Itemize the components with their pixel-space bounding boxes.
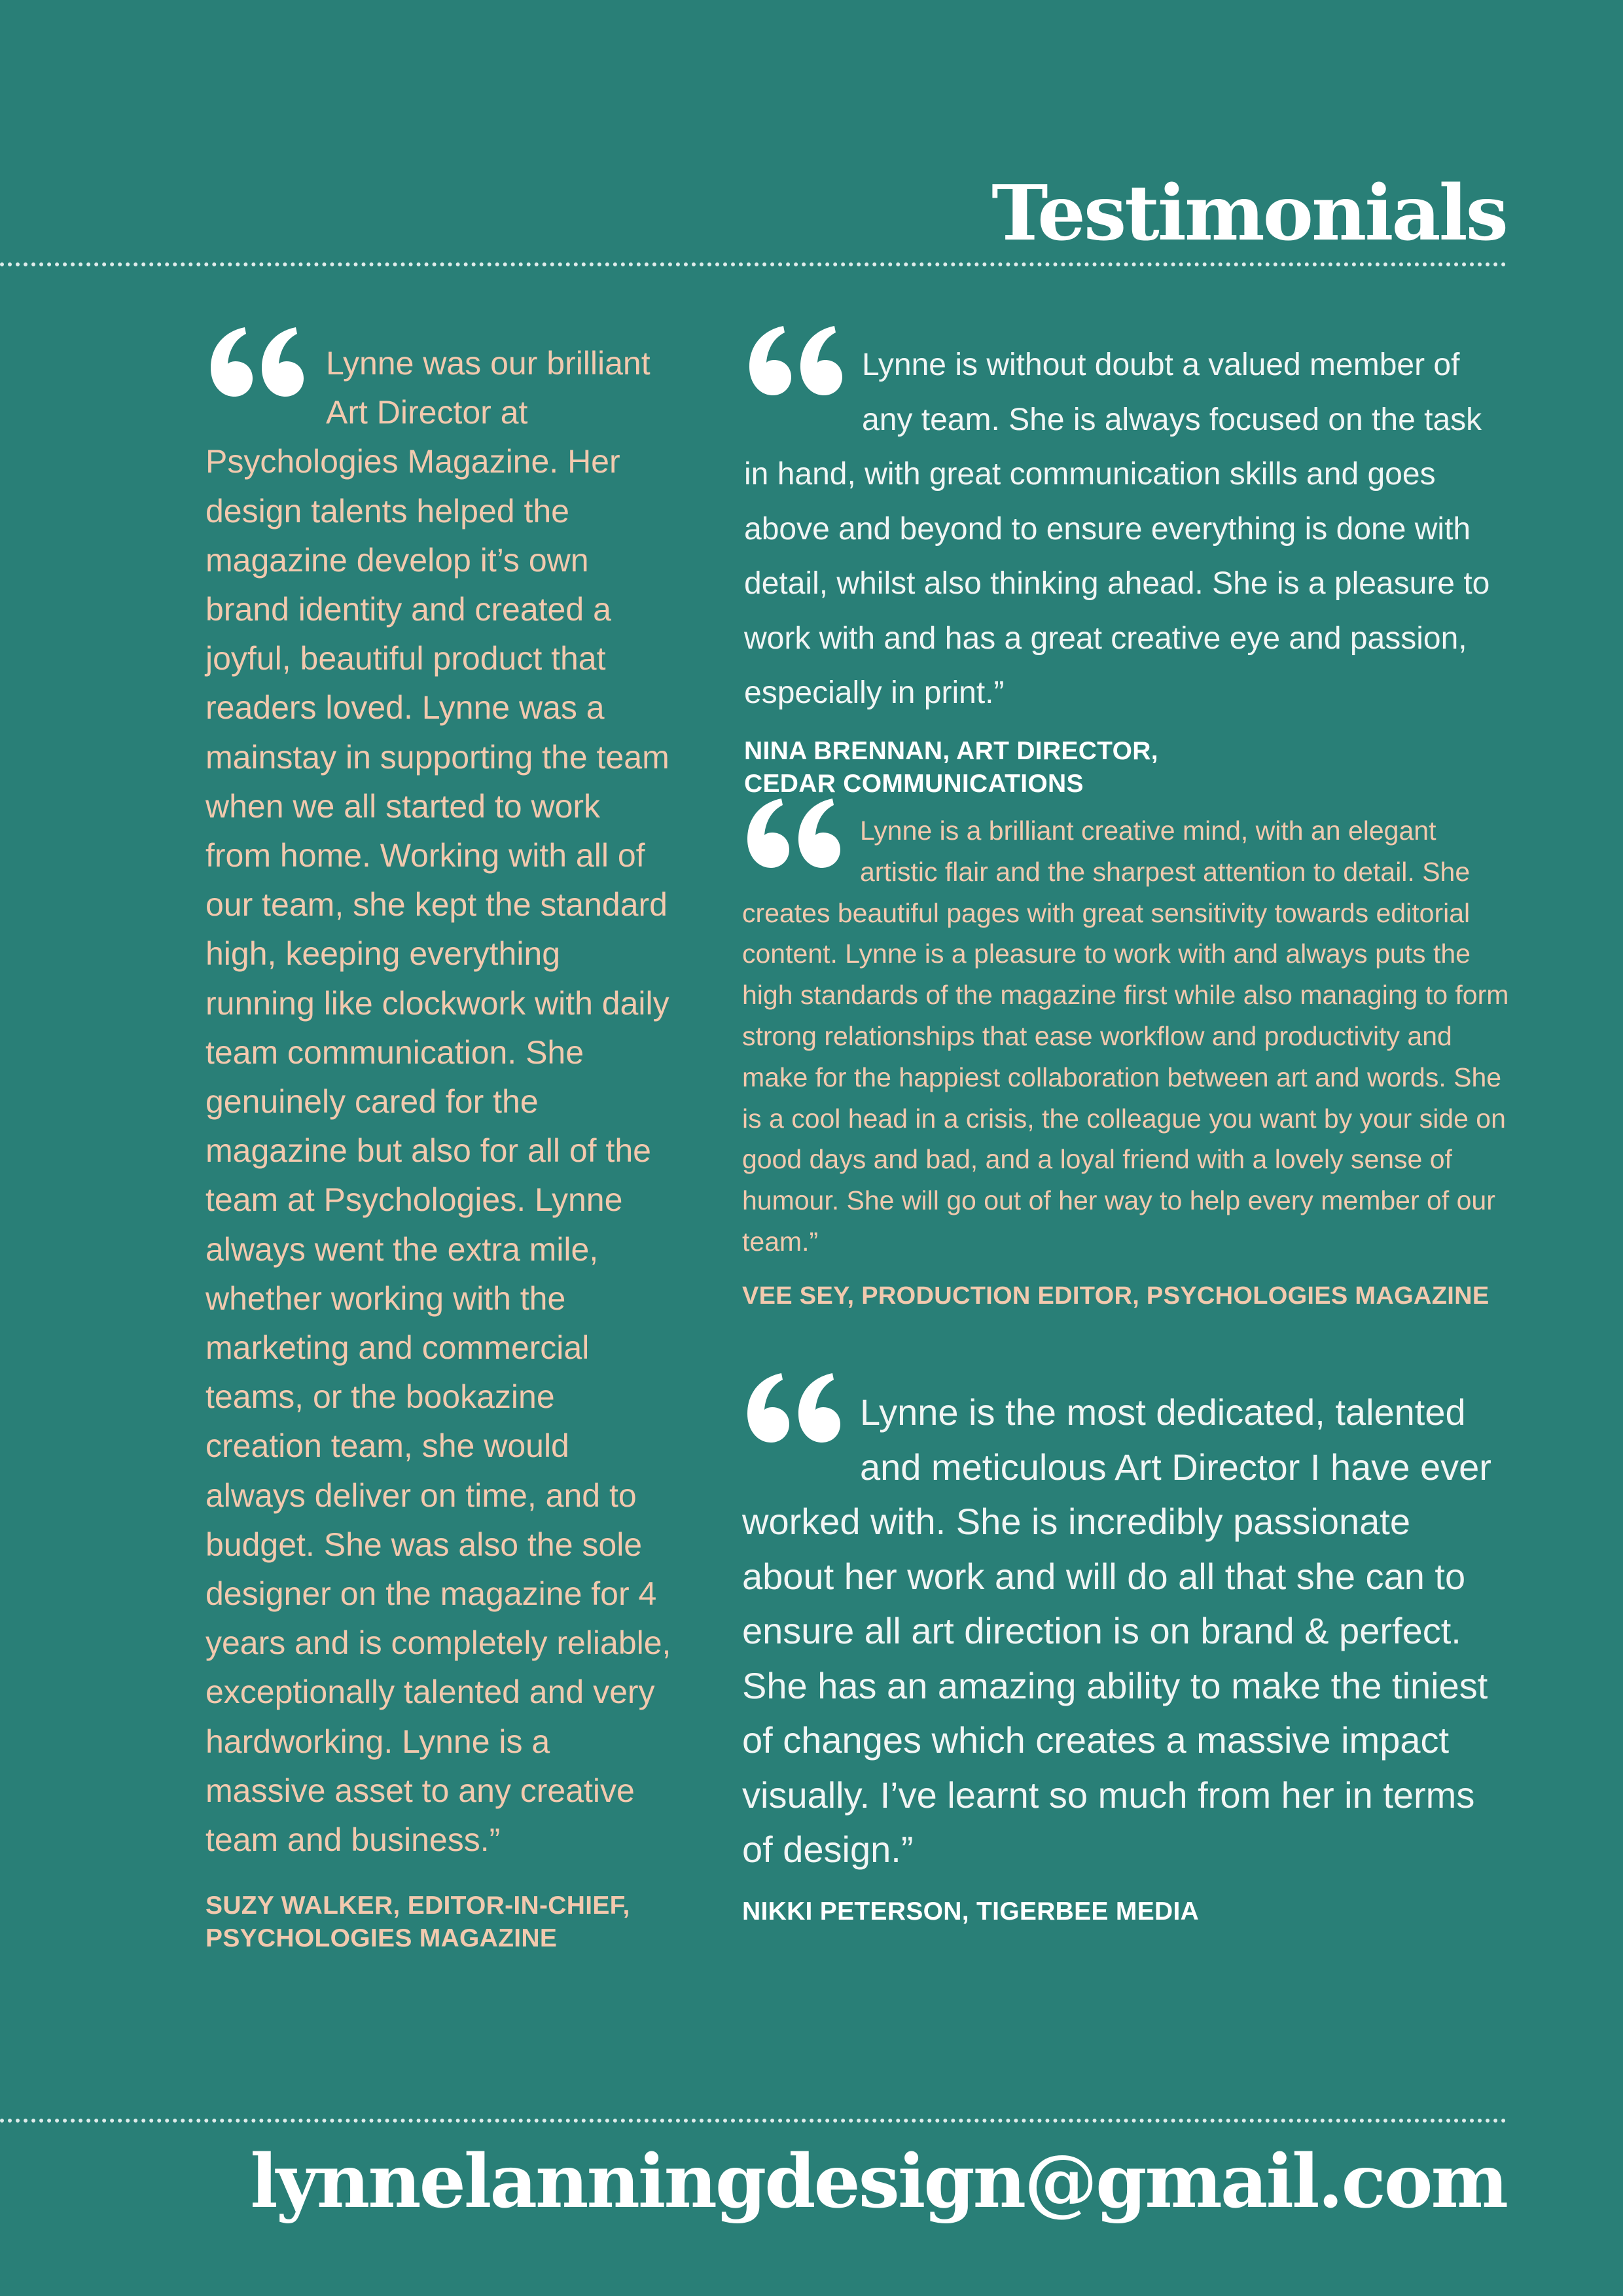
testimonial-quote: Lynne is without doubt a valued member of any team. She is always focused on the task in hand, with great communication skills and goes above and beyond to ensure everything is done with detail, whilst also thinking ahead. She is a pleasure to work with and has a great creative eye and passion, especially in print.” [744,348,1490,710]
contact-email[interactable]: lynnelanningdesign@gmail.com [250,2139,1507,2225]
open-quote-icon [742,791,857,889]
author-name-role: VEE SEY, PRODUCTION EDITOR, PSYCHOLOGIES MAGAZINE [742,1282,1489,1310]
open-quote-icon [205,319,323,414]
testimonial-card-vee-sey [742,810,1511,1312]
author-company: PSYCHOLOGIES MAGAZINE [205,1924,558,1953]
testimonial-card-nina-brennan [744,338,1510,800]
testimonial-quote: Lynne was our brilliant Art Director at Psychologies Magazine. Her design talents helped the magazine develop it’s own brand identity and created a joyful, beautiful product that readers loved. Lynne was a mainstay in supporting the team when we all started to work from home. Working with all of our team, she kept the standard high, keeping everything running like clockwork with daily team communication. She genuinely cared for the magazine but also for all of the team at Psychologies. Lynne always went the extra mile, whether working with the marketing and commercial teams, or the bookazine creation team, she would always deliver on time, and to budget. She was also the sole designer on the magazine for 4 years and is completely reliable, exceptionally talented and very hardworking. Lynne is a massive asset to any creative team and business.” [205,345,671,1859]
open-quote-icon [742,1365,857,1463]
testimonial-card-nikki-peterson [742,1385,1511,1928]
author-name-role: NIKKI PETERSON, TIGERBEE MEDIA [742,1897,1200,1926]
top-dotted-divider [0,262,1507,266]
testimonial-quote: Lynne is a brilliant creative mind, with an elegant artistic flair and the sharpest attention to detail. She creates beautiful pages with great sensitivity towards editorial content. Lynne is a pleasure to work with and always puts the high standards of the magazine first while also managing to form strong relationships that ease workflow and productivity and make for the happiest collaboration between art and words. She is a cool head in a crisis, the colleague you want by your side on good days and bad, and a loyal friend with a lovely sense of humour. She will go out of her way to help every member of our team.” [742,816,1509,1257]
open-quote-icon [744,318,859,416]
testimonial-quote: Lynne is the most dedicated, talented and meticulous Art Director I have ever worked with. She is incredibly passionate about her work and will do all that she can to ensure all art direction is on brand & perfect. She has an amazing ability to make the tiniest of changes which creates a massive impact visually. I’ve learnt so much from her in terms of design.” [742,1391,1491,1870]
testimonial-author [742,1895,1511,1928]
testimonial-author [744,735,1510,800]
testimonial-author [742,1280,1511,1312]
bottom-dotted-divider [0,2119,1507,2123]
testimonial-card-suzy-walker [205,339,673,1955]
testimonial-author [205,1890,673,1955]
author-name-role: NINA BRENNAN, ART DIRECTOR, [744,736,1158,765]
author-name-role: SUZY WALKER, EDITOR-IN-CHIEF, [205,1892,630,1920]
page-heading: Testimonials [991,169,1507,258]
author-company: CEDAR COMMUNICATIONS [744,769,1084,798]
